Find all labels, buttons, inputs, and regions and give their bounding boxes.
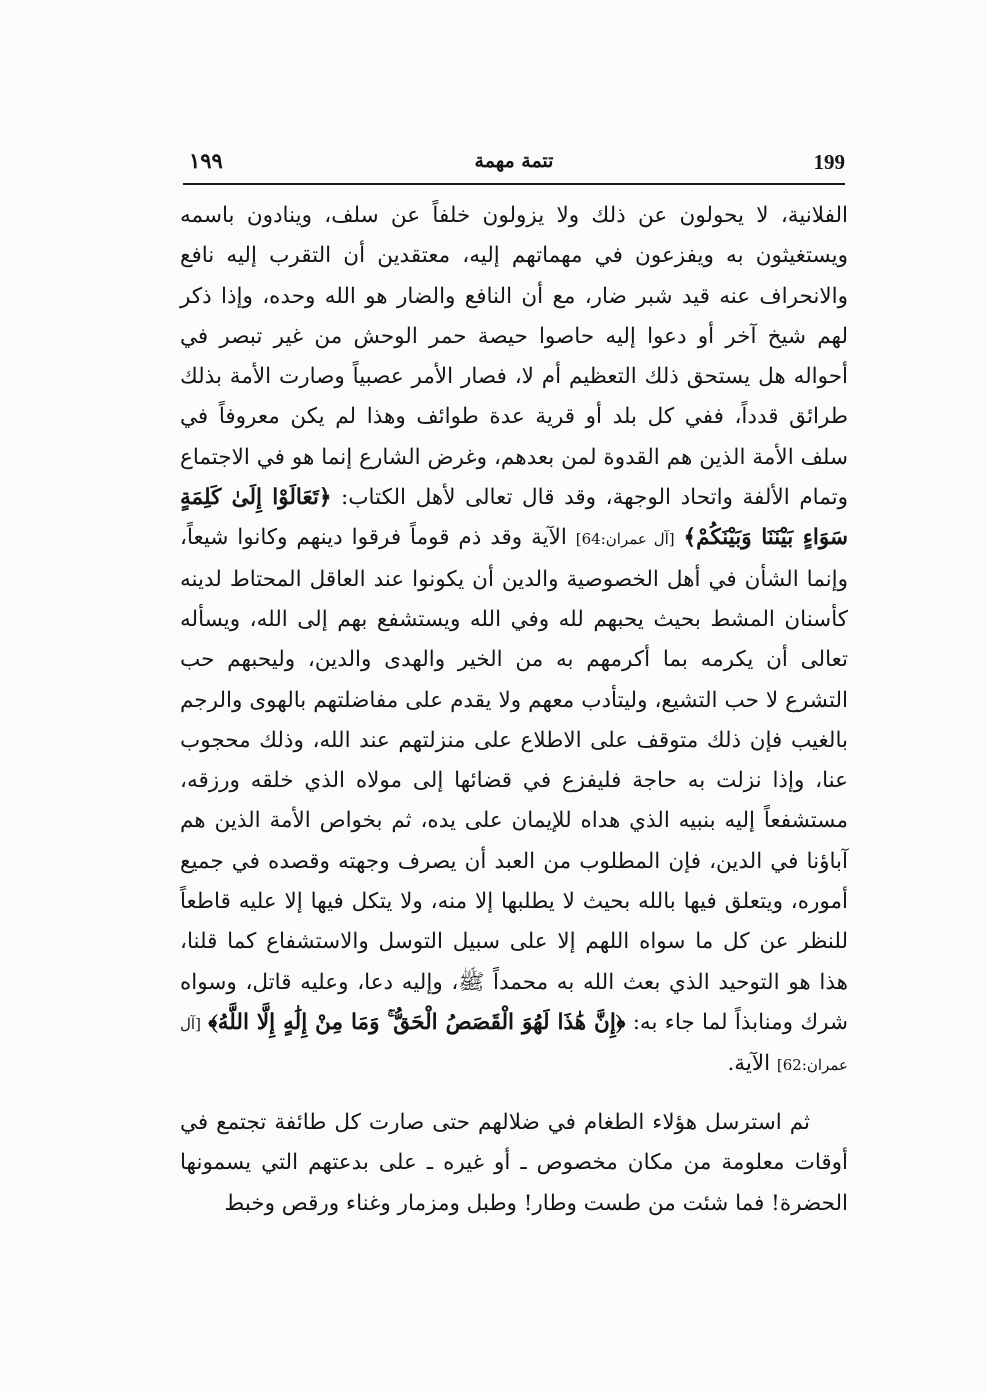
quran-reference-1: [آل عمران:64] xyxy=(575,530,675,549)
page-header xyxy=(183,146,845,180)
page-number-arabic: ١٩٩ xyxy=(189,148,223,173)
paragraph-1 xyxy=(180,196,848,1086)
paragraph-1-end: الآية. xyxy=(727,1051,771,1077)
paragraph-2 xyxy=(180,1103,848,1224)
running-title: تتمة مهمة xyxy=(474,150,554,172)
paragraph-2-text: ثم استرسل هؤلاء الطغام في ضلالهم حتى صارت كل طائفة تجتمع في أوقات معلومة من مكان مخصوص ـ أو غيره ـ على بدعتهم التي يسمونها الحضرة! فما شئت من طست وطار! وطبل ومزمار وغناء ورقص وخبط xyxy=(180,1110,848,1216)
paragraph-1-text-b: الآية وقد ذم قوماً فرقوا دينهم وكانوا شيعاً، وإنما الشأن في أهل الخصوصية والدين أن يكونوا عند العاقل المحتاط لدينه كأسنان المشط بحيث يحبهم لله وفي الله ويستشفع بهم إلى الله، ويسأله تعالى أن يكرمه بما أكرمهم به من الخير والهدى والدين، وليحبهم حب التشرع لا حب التشيع، وليتأدب معهم ولا يقدم على مفاضلتهم بالهوى والرجم بالغيب فإن ذلك متوقف على الاطلاع على منزلتهم عند الله، وذلك محجوب عنا، وإذا نزلت به حاجة فليفزع في قضائها إلى مولاه الذي خلقه ورزقه، مستشفعاً إليه بنبيه الذي هداه للإيمان على يده، ثم بخواص الأمة الذين هم آباؤنا في الدين، فإن المطلوب من العبد أن يصرف وجهته وقصده في جميع أموره، ويتعلق فيها بالله بحيث لا يطلبها إلا منه، ولا يتكل فيها إلا عليه قاطعاً للنظر عن كل ما سواه اللهم إلا على سبيل التوسل والاستشفاع كما قلنا، هذا هو التوحيد الذي بعث الله به محمداً ﷺ، وإليه دعا، وعليه قاتل، وسواه شرك ومنابذاً لما جاء به: xyxy=(180,525,848,1035)
quran-reference-2: [آل عمران:62] xyxy=(180,1014,848,1075)
quran-quote-1: ﴿تَعَالَوْا إِلَىٰ كَلِمَةٍ سَوَاءٍ بَيْنَنَا وَبَيْنَكُمْ﴾ xyxy=(180,485,848,551)
quran-quote-2: ﴿إِنَّ هَٰذَا لَهُوَ الْقَصَصُ الْحَقُّ ۚ وَمَا مِنْ إِلَٰهٍ إِلَّا اللَّهُ﴾ xyxy=(208,1009,626,1035)
page-number-latin: 199 xyxy=(813,150,845,174)
header-rule xyxy=(183,183,845,185)
paragraph-1-text-a: الفلانية، لا يحولون عن ذلك ولا يزولون خلفاً عن سلف، وينادون باسمه ويستغيثون به ويفزعون في مهماتهم إليه، معتقدين أن التقرب إليه نافع والانحراف عنه قيد شبر ضار، مع أن النافع والضار هو الله وحده، وإذا ذكر لهم شيخ آخر أو دعوا إليه حاصوا حيصة حمر الوحش من غير تبصر في أحواله هل يستحق ذلك التعظيم أم لا، فصار الأمر عصبياً وصارت الأمة بذلك طرائق قدداً، ففي كل بلد أو قرية عدة طوائف وهذا لم يكن معروفاً في سلف الأمة الذين هم القدوة لمن بعدهم، وغرض الشارع إنما هو في الاجتماع وتمام الألفة واتحاد الوجهة، وقد قال تعالى لأهل الكتاب: xyxy=(180,203,848,511)
